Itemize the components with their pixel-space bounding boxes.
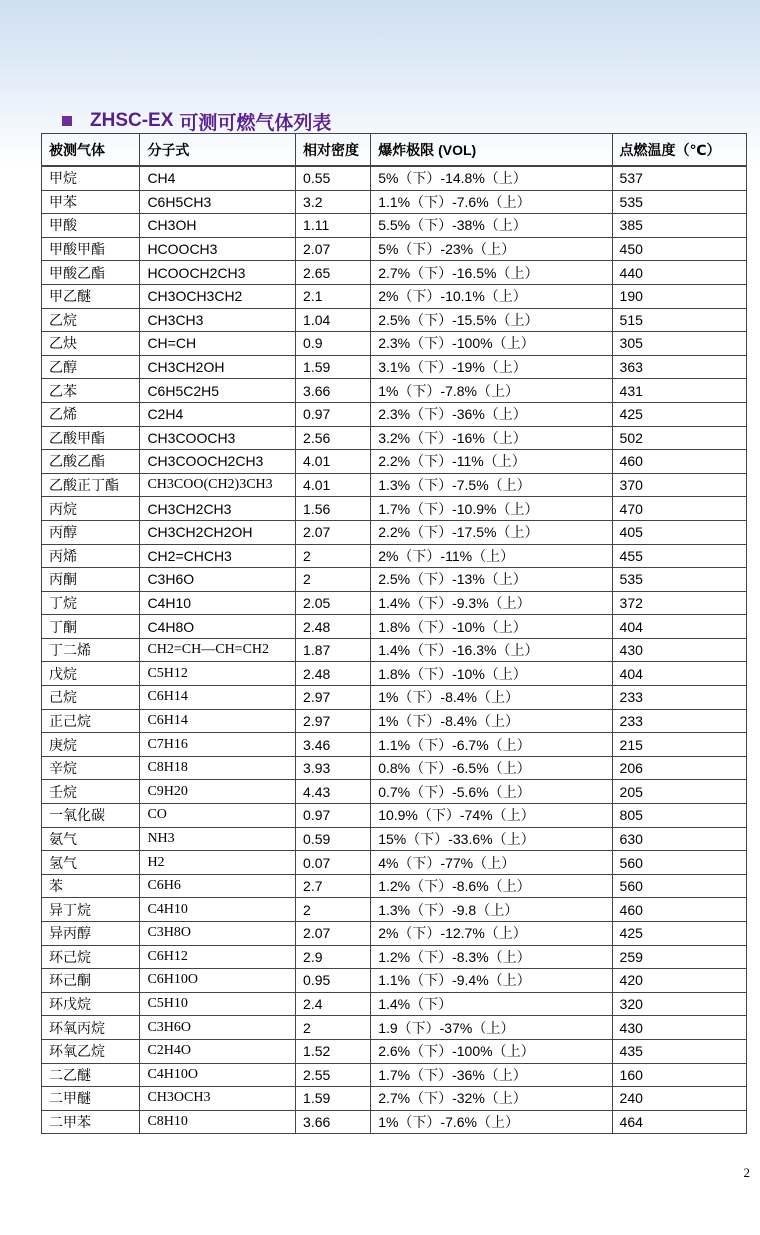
cell-limit: 1.8%（下）-10%（上） [371,615,612,639]
cell-temp: 805 [612,804,746,828]
table-row [42,969,747,993]
cell-density: 2 [296,568,371,592]
cell-temp: 425 [612,922,746,946]
cell-density: 2.65 [296,261,371,285]
cell-density: 2 [296,898,371,922]
cell-temp: 320 [612,992,746,1016]
cell-temp: 370 [612,473,746,497]
table-row [42,332,747,356]
cell-density: 1.56 [296,497,371,521]
cell-temp: 560 [612,874,746,898]
cell-limit: 3.1%（下）-19%（上） [371,355,612,379]
cell-formula: H2 [140,851,296,875]
cell-density: 0.55 [296,166,371,190]
cell-density: 2.9 [296,945,371,969]
cell-limit: 1.9（下）-37%（上） [371,1016,612,1040]
cell-temp: 455 [612,544,746,568]
table-row [42,1039,747,1063]
cell-formula: CH3COOCH2CH3 [140,450,296,474]
cell-limit: 5%（下）-23%（上） [371,237,612,261]
cell-density: 1.04 [296,308,371,332]
cell-temp: 537 [612,166,746,190]
cell-temp: 630 [612,827,746,851]
cell-temp: 502 [612,426,746,450]
cell-limit: 2.7%（下）-16.5%（上） [371,261,612,285]
col-header-name: 被测气体 [42,134,140,167]
table-row [42,402,747,426]
table-row [42,898,747,922]
cell-temp: 440 [612,261,746,285]
col-header-density: 相对密度 [296,134,371,167]
cell-formula: C4H8O [140,615,296,639]
table-row [42,615,747,639]
cell-name: 甲酸乙酯 [42,261,140,285]
table-row [42,1110,747,1134]
cell-formula: CH3OCH3CH2 [140,284,296,308]
cell-temp: 215 [612,733,746,757]
cell-limit: 2.7%（下）-32%（上） [371,1087,612,1111]
table-row [42,804,747,828]
cell-temp: 205 [612,780,746,804]
cell-formula: C4H10O [140,1063,296,1087]
page-number: 2 [743,1165,750,1180]
table-row [42,1016,747,1040]
cell-formula: C6H14 [140,709,296,733]
cell-formula: C8H10 [140,1110,296,1134]
cell-limit: 1.1%（下）-7.6%（上） [371,190,612,214]
cell-formula: C2H4 [140,402,296,426]
table-row [42,568,747,592]
cell-limit: 15%（下）-33.6%（上） [371,827,612,851]
cell-limit: 2.3%（下）-36%（上） [371,402,612,426]
cell-formula: C4H10 [140,898,296,922]
cell-temp: 233 [612,709,746,733]
cell-formula: C4H10 [140,591,296,615]
cell-density: 0.95 [296,969,371,993]
cell-limit: 1%（下）-7.8%（上） [371,379,612,403]
cell-temp: 233 [612,686,746,710]
table-row [42,1063,747,1087]
cell-limit: 1.3%（下）-7.5%（上） [371,473,612,497]
cell-name: 苯 [42,874,140,898]
table-row [42,308,747,332]
cell-temp: 160 [612,1063,746,1087]
cell-limit: 1.2%（下）-8.3%（上） [371,945,612,969]
cell-formula: CO [140,804,296,828]
cell-formula: CH3CH3 [140,308,296,332]
cell-limit: 1%（下）-7.6%（上） [371,1110,612,1134]
cell-density: 2.7 [296,874,371,898]
cell-limit: 1.2%（下）-8.6%（上） [371,874,612,898]
cell-formula: HCOOCH3 [140,237,296,261]
cell-density: 2.56 [296,426,371,450]
cell-density: 2.55 [296,1063,371,1087]
cell-temp: 305 [612,332,746,356]
cell-name: 乙酸正丁酯 [42,473,140,497]
cell-limit: 5%（下）-14.8%（上） [371,166,612,190]
cell-limit: 1%（下）-8.4%（上） [371,709,612,733]
cell-formula: CH3COOCH3 [140,426,296,450]
cell-limit: 1.8%（下）-10%（上） [371,662,612,686]
cell-temp: 385 [612,214,746,238]
cell-limit: 2.2%（下）-11%（上） [371,450,612,474]
cell-density: 2.48 [296,662,371,686]
table-row [42,473,747,497]
table-row [42,214,747,238]
table-row [42,756,747,780]
table-row [42,851,747,875]
col-header-limit: 爆炸极限 (VOL) [371,134,612,167]
cell-name: 辛烷 [42,756,140,780]
cell-temp: 435 [612,1039,746,1063]
cell-name: 甲苯 [42,190,140,214]
col-header-formula: 分子式 [140,134,296,167]
cell-formula: CH=CH [140,332,296,356]
cell-temp: 430 [612,638,746,662]
cell-temp: 464 [612,1110,746,1134]
table-row [42,284,747,308]
heading-code: ZHSC-EX [90,110,174,131]
cell-name: 丁二烯 [42,638,140,662]
table-row [42,662,747,686]
cell-formula: HCOOCH2CH3 [140,261,296,285]
cell-name: 庚烷 [42,733,140,757]
cell-name: 丙醇 [42,520,140,544]
table-row [42,1087,747,1111]
cell-name: 环己烷 [42,945,140,969]
cell-name: 甲烷 [42,166,140,190]
cell-limit: 1.4%（下） [371,992,612,1016]
cell-limit: 0.7%（下）-5.6%（上） [371,780,612,804]
cell-name: 己烷 [42,686,140,710]
table-row [42,945,747,969]
table-row [42,190,747,214]
table-row [42,497,747,521]
cell-limit: 1.1%（下）-6.7%（上） [371,733,612,757]
cell-density: 4.01 [296,473,371,497]
cell-formula: C6H14 [140,686,296,710]
table-row [42,827,747,851]
cell-limit: 4%（下）-77%（上） [371,851,612,875]
cell-formula: CH3CH2CH2OH [140,520,296,544]
cell-limit: 2%（下）-12.7%（上） [371,922,612,946]
cell-temp: 535 [612,190,746,214]
table-row [42,166,747,190]
cell-temp: 515 [612,308,746,332]
cell-formula: C3H6O [140,1016,296,1040]
cell-density: 1.11 [296,214,371,238]
cell-formula: CH2=CHCH3 [140,544,296,568]
cell-density: 1.59 [296,1087,371,1111]
cell-limit: 5.5%（下）-38%（上） [371,214,612,238]
table-row [42,992,747,1016]
cell-temp: 425 [612,402,746,426]
cell-formula: CH3COO(CH2)3CH3 [140,473,296,497]
cell-density: 2.07 [296,520,371,544]
col-header-temp: 点燃温度（℃） [612,134,746,167]
cell-density: 2.07 [296,237,371,261]
cell-density: 0.07 [296,851,371,875]
table-row [42,709,747,733]
cell-name: 乙酸乙酯 [42,450,140,474]
cell-temp: 240 [612,1087,746,1111]
table-row [42,591,747,615]
cell-density: 0.9 [296,332,371,356]
cell-limit: 2.3%（下）-100%（上） [371,332,612,356]
cell-density: 2.97 [296,686,371,710]
cell-name: 乙酸甲酯 [42,426,140,450]
cell-limit: 1%（下）-8.4%（上） [371,686,612,710]
table-row [42,733,747,757]
cell-density: 4.43 [296,780,371,804]
table-row [42,450,747,474]
cell-density: 2.05 [296,591,371,615]
cell-name: 氨气 [42,827,140,851]
cell-name: 乙苯 [42,379,140,403]
cell-limit: 2%（下）-10.1%（上） [371,284,612,308]
table-row [42,922,747,946]
table-row [42,426,747,450]
cell-formula: CH3CH2OH [140,355,296,379]
cell-formula: C6H10O [140,969,296,993]
cell-formula: CH3OCH3 [140,1087,296,1111]
cell-density: 3.2 [296,190,371,214]
cell-formula: C6H5C2H5 [140,379,296,403]
table-row [42,544,747,568]
cell-name: 丙烷 [42,497,140,521]
cell-name: 丁酮 [42,615,140,639]
cell-name: 乙醇 [42,355,140,379]
cell-name: 异丁烷 [42,898,140,922]
cell-density: 0.59 [296,827,371,851]
cell-limit: 2.2%（下）-17.5%（上） [371,520,612,544]
cell-limit: 2.6%（下）-100%（上） [371,1039,612,1063]
table-row [42,686,747,710]
cell-density: 2 [296,544,371,568]
cell-formula: C7H16 [140,733,296,757]
cell-formula: CH3CH2CH3 [140,497,296,521]
cell-limit: 1.7%（下）-36%（上） [371,1063,612,1087]
cell-formula: C2H4O [140,1039,296,1063]
square-bullet-icon [62,116,72,126]
cell-formula: C6H6 [140,874,296,898]
cell-formula: CH4 [140,166,296,190]
table-row [42,379,747,403]
cell-name: 壬烷 [42,780,140,804]
cell-temp: 470 [612,497,746,521]
cell-name: 丙酮 [42,568,140,592]
cell-formula: C3H8O [140,922,296,946]
cell-density: 3.93 [296,756,371,780]
cell-density: 0.97 [296,804,371,828]
cell-formula: CH3OH [140,214,296,238]
cell-limit: 1.1%（下）-9.4%（上） [371,969,612,993]
cell-temp: 190 [612,284,746,308]
table-header-row [42,134,747,167]
cell-name: 乙炔 [42,332,140,356]
cell-formula: C5H12 [140,662,296,686]
cell-temp: 206 [612,756,746,780]
cell-limit: 0.8%（下）-6.5%（上） [371,756,612,780]
cell-formula: C5H10 [140,992,296,1016]
cell-name: 环氧乙烷 [42,1039,140,1063]
cell-temp: 460 [612,898,746,922]
cell-temp: 450 [612,237,746,261]
cell-density: 2.4 [296,992,371,1016]
cell-density: 3.66 [296,379,371,403]
cell-name: 二甲苯 [42,1110,140,1134]
cell-name: 环戊烷 [42,992,140,1016]
table-row [42,520,747,544]
cell-formula: C9H20 [140,780,296,804]
table-row [42,874,747,898]
cell-formula: C6H12 [140,945,296,969]
cell-name: 二乙醚 [42,1063,140,1087]
cell-name: 一氧化碳 [42,804,140,828]
table-row [42,237,747,261]
cell-formula: C6H5CH3 [140,190,296,214]
cell-formula: CH2=CH—CH=CH2 [140,638,296,662]
cell-name: 乙烷 [42,308,140,332]
cell-name: 丁烷 [42,591,140,615]
cell-limit: 1.4%（下）-9.3%（上） [371,591,612,615]
cell-limit: 1.3%（下）-9.8（上） [371,898,612,922]
cell-name: 异丙醇 [42,922,140,946]
cell-limit: 2%（下）-11%（上） [371,544,612,568]
heading-title: 可测可燃气体列表 [179,111,332,134]
table-row [42,355,747,379]
table-body [42,166,747,1134]
cell-temp: 535 [612,568,746,592]
cell-name: 二甲醚 [42,1087,140,1111]
cell-formula: NH3 [140,827,296,851]
cell-density: 3.46 [296,733,371,757]
cell-name: 甲酸甲酯 [42,237,140,261]
cell-temp: 430 [612,1016,746,1040]
cell-temp: 420 [612,969,746,993]
cell-name: 环己酮 [42,969,140,993]
cell-limit: 2.5%（下）-13%（上） [371,568,612,592]
cell-name: 乙烯 [42,402,140,426]
cell-name: 戊烷 [42,662,140,686]
cell-density: 2 [296,1016,371,1040]
cell-density: 2.1 [296,284,371,308]
cell-limit: 3.2%（下）-16%（上） [371,426,612,450]
table-row [42,780,747,804]
cell-density: 4.01 [296,450,371,474]
cell-density: 1.59 [296,355,371,379]
cell-name: 环氧丙烷 [42,1016,140,1040]
cell-limit: 1.4%（下）-16.3%（上） [371,638,612,662]
table-row [42,638,747,662]
cell-density: 2.48 [296,615,371,639]
cell-limit: 2.5%（下）-15.5%（上） [371,308,612,332]
cell-temp: 405 [612,520,746,544]
cell-temp: 560 [612,851,746,875]
cell-temp: 404 [612,662,746,686]
cell-name: 氢气 [42,851,140,875]
cell-temp: 460 [612,450,746,474]
table-row [42,261,747,285]
cell-limit: 1.7%（下）-10.9%（上） [371,497,612,521]
cell-temp: 404 [612,615,746,639]
cell-name: 正己烷 [42,709,140,733]
cell-density: 0.97 [296,402,371,426]
cell-formula: C3H6O [140,568,296,592]
cell-density: 3.66 [296,1110,371,1134]
cell-density: 2.07 [296,922,371,946]
cell-density: 1.87 [296,638,371,662]
gas-table [41,133,747,1134]
cell-density: 1.52 [296,1039,371,1063]
cell-formula: C8H18 [140,756,296,780]
cell-temp: 431 [612,379,746,403]
cell-density: 2.97 [296,709,371,733]
cell-temp: 259 [612,945,746,969]
cell-limit: 10.9%（下）-74%（上） [371,804,612,828]
cell-name: 丙烯 [42,544,140,568]
cell-temp: 372 [612,591,746,615]
cell-name: 甲乙醚 [42,284,140,308]
cell-temp: 363 [612,355,746,379]
section-heading [62,108,331,134]
cell-name: 甲酸 [42,214,140,238]
